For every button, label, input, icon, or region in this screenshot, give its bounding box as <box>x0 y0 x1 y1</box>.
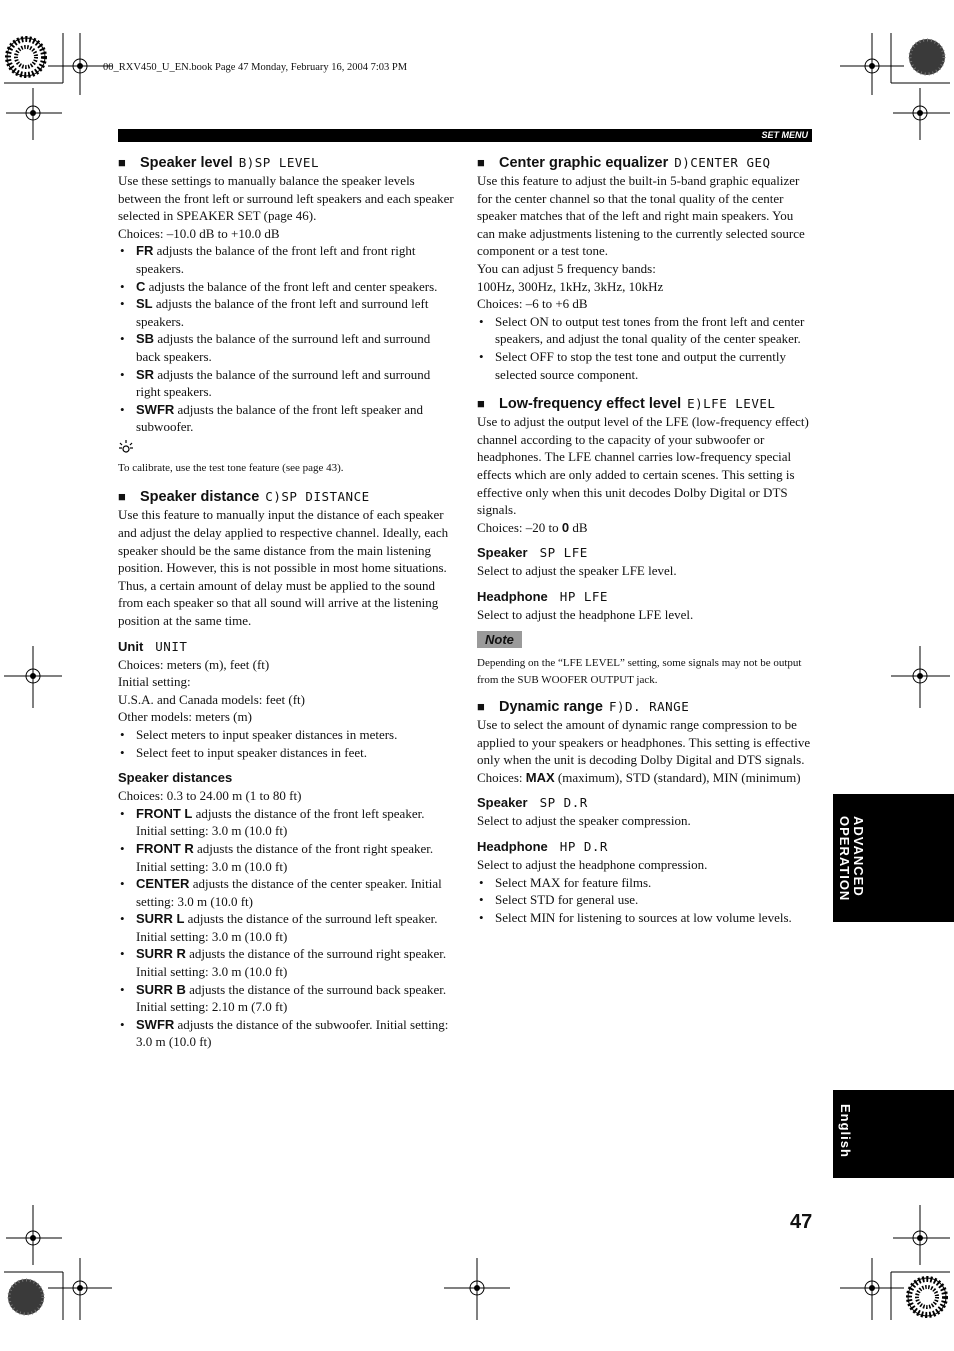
list-item: • CENTER adjusts the distance of the center speaker. Initial setting: 3.0 m (10.0 ft) <box>118 875 456 910</box>
list-item: • Select feet to input speaker distances in feet. <box>118 744 456 762</box>
header-bar <box>118 129 812 142</box>
list-item: • C adjusts the balance of the front left and center speakers. <box>118 278 456 296</box>
lfe-speaker-heading: Speaker SP LFE <box>477 545 588 561</box>
speaker-distance-intro: Use this feature to manually input the distance of each speaker and adjust the delay applied to respective channel. Ideally, each speaker should be the same distance from the main listening position. However, this is not possible in most home situations. Thus, a certain amount of delay must be applied to the sound from each speaker so that all sound will arrive at the listening position at the same time. <box>118 507 449 628</box>
speaker-level-list <box>118 242 456 436</box>
dr-speaker-heading: Speaker SP D.R <box>477 795 588 811</box>
lfe-choices: Choices: –20 to 0 dB <box>477 519 588 535</box>
lcd-label: SP D.R <box>539 795 588 811</box>
tip-text: To calibrate, use the test tone feature (see page 43). <box>118 461 344 474</box>
lcd-label: SP LFE <box>539 545 588 561</box>
lfe-headphone-text: Select to adjust the headphone LFE level. <box>477 606 694 622</box>
list-item: • Select OFF to stop the test tone and output the currently selected source component. <box>477 348 813 383</box>
dr-headphone-text: Select to adjust the headphone compression. <box>477 857 708 873</box>
lcd-label: F)D. RANGE <box>608 699 690 715</box>
list-item: • Select STD for general use. <box>477 891 813 909</box>
dynamic-range-list <box>477 874 813 927</box>
center-geq-heading: ■ Center graphic equalizer D)CENTER GEQ <box>477 155 771 171</box>
lcd-label: UNIT <box>155 638 188 654</box>
lcd-label: D)CENTER GEQ <box>674 155 771 170</box>
list-item: • Select meters to input speaker distances in meters. <box>118 726 456 744</box>
text-line: Other models: meters (m) <box>118 709 252 725</box>
text-line: Choices: meters (m), feet (ft) <box>118 656 270 672</box>
dynamic-range-choices: Choices: MAX (maximum), STD (standard), MIN (minimum) <box>477 769 801 785</box>
lfe-headphone-heading: Headphone HP LFE <box>477 588 608 604</box>
lfe-speaker-text: Select to adjust the speaker LFE level. <box>477 563 677 579</box>
lcd-label: HP D.R <box>559 839 608 855</box>
side-tab-language-label: English <box>838 1104 853 1158</box>
file-header: 00_RXV450_U_EN.book Page 47 Monday, February 16, 2004 7:03 PM <box>103 62 408 73</box>
side-tab-section-label: ADVANCED OPERATION <box>837 816 866 902</box>
list-item: • SL adjusts the balance of the front left and surround left speakers. <box>118 295 456 330</box>
note-text: Depending on the “LFE LEVEL” setting, some signals may not be output from the SUB WOOFER OUTPUT jack. <box>477 657 802 686</box>
list-item: • SWFR adjusts the balance of the front left speaker and subwoofer. <box>118 401 456 436</box>
list-item: • FR adjusts the balance of the front left and front right speakers. <box>118 242 456 277</box>
left-column <box>118 154 456 1051</box>
text-line: 100Hz, 300Hz, 1kHz, 3kHz, 10kHz <box>477 278 664 294</box>
speaker-distances-heading: Speaker distances <box>118 770 233 786</box>
lcd-label: E)LFE LEVEL <box>687 396 776 412</box>
text-line: U.S.A. and Canada models: feet (ft) <box>118 691 306 707</box>
list-item: • SURR L adjusts the distance of the surround left speaker. Initial setting: 3.0 m (10.0 ft) <box>118 910 456 945</box>
list-item: • Select MAX for feature films. <box>477 874 813 892</box>
speaker-level-choices: Choices: –10.0 dB to +10.0 dB <box>118 225 280 241</box>
page-number: 47 <box>790 1211 813 1233</box>
side-tab-language <box>833 1090 954 1178</box>
text-line: You can adjust 5 frequency bands: <box>477 260 656 276</box>
list-item: • SR adjusts the balance of the surround left and surround right speakers. <box>118 366 456 401</box>
lcd-label: C)SP DISTANCE <box>265 489 370 505</box>
dynamic-range-heading: ■ Dynamic range F)D. RANGE <box>477 699 690 716</box>
dynamic-range-intro: Use to select the amount of dynamic range compression to be applied to your speakers or headphones. This setting is effective only when the unit is decoding Dolby Digital and DTS signals. <box>477 717 811 768</box>
list-item: • SURR R adjusts the distance of the surround right speaker. Initial setting: 3.0 m (10.0 ft) <box>118 945 456 980</box>
list-item: • SB adjusts the balance of the surround left and surround back speakers. <box>118 330 456 365</box>
speaker-distance-heading: ■ Speaker distance C)SP DISTANCE <box>118 489 370 506</box>
dr-speaker-text: Select to adjust the speaker compression. <box>477 813 691 829</box>
dr-headphone-heading: Headphone HP D.R <box>477 839 608 855</box>
text-line: Initial setting: <box>118 674 191 690</box>
list-item: • FRONT R adjusts the distance of the front right speaker. Initial setting: 3.0 m (10.0 ft) <box>118 840 456 875</box>
right-column <box>477 154 813 926</box>
text-line: Choices: –6 to +6 dB <box>477 296 588 312</box>
speaker-level-heading: ■ Speaker level B)SP LEVEL <box>118 155 319 171</box>
speaker-level-intro: Use these settings to manually balance the speaker levels between the front left or surround left speakers and each speaker selected in SPEAKER SET (page 46). <box>118 173 454 224</box>
list-item: • Select MIN for listening to sources at low volume levels. <box>477 909 813 927</box>
lfe-intro: Use to adjust the output level of the LFE (low-frequency effect) channel according to the capacity of your subwoofer or headphones. The LFE channel carries low-frequency special effects which are only added to certain scenes. This setting is effective only when this unit decodes Dolby Digital or DTS signals. <box>477 414 809 518</box>
note-label: Note <box>477 631 522 648</box>
speaker-distances-list <box>118 805 456 1051</box>
lcd-label: HP LFE <box>559 588 608 604</box>
side-tab-section <box>833 794 954 922</box>
center-geq-list <box>477 313 813 383</box>
lfe-heading: ■ Low-frequency effect level E)LFE LEVEL <box>477 396 776 413</box>
header-section-label: SET MENU <box>761 130 808 140</box>
lcd-label: B)SP LEVEL <box>238 155 319 170</box>
unit-heading: Unit UNIT <box>118 638 188 654</box>
unit-list <box>118 726 456 761</box>
note-box <box>477 631 813 649</box>
list-item: • SURR B adjusts the distance of the surround back speaker. Initial setting: 2.10 m (7.0 ft) <box>118 981 456 1016</box>
list-item: • FRONT L adjusts the distance of the front left speaker. Initial setting: 3.0 m (10.0 ft) <box>118 805 456 840</box>
list-item: • SWFR adjusts the distance of the subwoofer. Initial setting: 3.0 m (10.0 ft) <box>118 1016 456 1051</box>
center-geq-intro: Use this feature to adjust the built-in 5-band graphic equalizer for the center channel so that the tonal quality of the center speaker matches that of the left and right main speakers. You can make adjustments listening to the currently selected source component or a test tone. <box>477 173 805 259</box>
list-item: • Select ON to output test tones from the front left and center speakers, and adjust the tonal quality of the center speaker. <box>477 313 813 348</box>
tip-icon <box>118 439 456 460</box>
speaker-distances-choices: Choices: 0.3 to 24.00 m (1 to 80 ft) <box>118 788 302 804</box>
